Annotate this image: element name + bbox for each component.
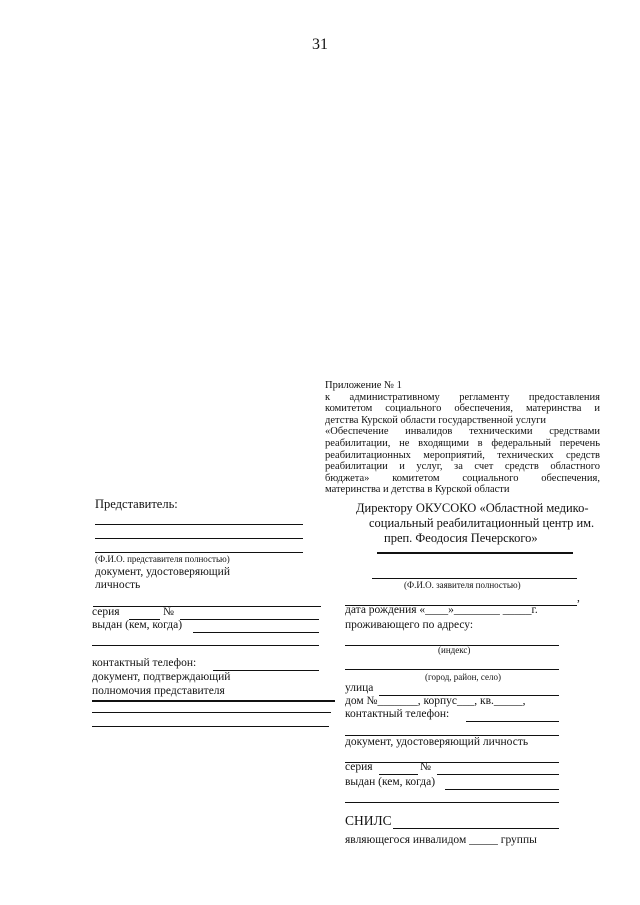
representative-fio-caption: (Ф.И.О. представителя полностью)	[95, 554, 230, 564]
appendix-title: Приложение № 1	[325, 380, 402, 391]
applicant-number-label: №	[420, 761, 431, 773]
applicant-fio-line-1[interactable]	[372, 578, 577, 579]
appendix-line: материнства и детства в Курской области	[325, 484, 510, 496]
applicant-city-caption: (город, район, село)	[425, 672, 501, 682]
applicant-street-label: улица	[345, 682, 374, 694]
applicant-fio-caption: (Ф.И.О. заявителя полностью)	[404, 580, 521, 590]
applicant-series-field[interactable]	[379, 774, 418, 775]
representative-id-doc-line[interactable]	[93, 606, 321, 607]
appendix-block	[325, 380, 600, 496]
addressee-line-1: Директору ОКУСОКО «Областной медико-	[356, 501, 589, 515]
page-number: 31	[312, 36, 328, 53]
representative-issued-line-2[interactable]	[92, 645, 319, 646]
applicant-fio-comma: ,	[577, 592, 580, 604]
applicant-issued-label: выдан (кем, когда)	[345, 776, 436, 788]
representative-authority-label-2: полномочия представителя	[92, 685, 225, 697]
representative-issued-field[interactable]	[193, 632, 319, 633]
appendix-line: бюджета» комитетом социального обеспечения,	[325, 472, 600, 484]
applicant-residing-label: проживающего по адресу:	[345, 619, 474, 631]
representative-authority-line-2[interactable]	[92, 712, 331, 713]
representative-id-doc-label: документ, удостоверяющий	[95, 566, 230, 578]
appendix-line: детства Курской области государственной услуги	[325, 414, 547, 426]
representative-id-doc-label-2: личность	[95, 579, 141, 591]
addressee-line-3: преп. Феодосия Печерского»	[384, 531, 538, 545]
representative-number-field[interactable]	[180, 619, 319, 620]
applicant-house-field[interactable]: дом №_______, корпус___, кв._____,	[345, 695, 526, 707]
applicant-number-field[interactable]	[437, 774, 559, 775]
applicant-index-caption: (индекс)	[438, 645, 471, 655]
appendix-line: реабилитационных мероприятий, технических средств	[325, 449, 600, 461]
applicant-phone-field[interactable]	[466, 721, 559, 722]
appendix-line: реабилитации, не входящими в федеральный перечень	[325, 437, 600, 449]
appendix-line: комитетом социального обеспечения, материнства и	[325, 403, 600, 415]
applicant-birth-date[interactable]: дата рождения «____»________ _____г.	[345, 604, 538, 616]
applicant-issued-field[interactable]	[445, 789, 559, 790]
applicant-city-field[interactable]	[345, 669, 559, 670]
applicant-snils-field[interactable]	[393, 828, 559, 829]
appendix-line: реабилитации и услуг, за счет средств областного	[325, 461, 600, 473]
appendix-line: к административному регламенту предоставления	[325, 391, 600, 403]
representative-fio-line-3[interactable]	[95, 552, 303, 553]
applicant-issued-line-2[interactable]	[345, 802, 559, 803]
representative-authority-label: документ, подтверждающий	[92, 671, 231, 683]
applicant-id-doc-field[interactable]	[345, 762, 559, 763]
applicant-series-label: серия	[345, 761, 373, 773]
applicant-disabled-group[interactable]: являющегося инвалидом _____ группы	[345, 834, 537, 846]
applicant-snils-label: СНИЛС	[345, 813, 392, 828]
representative-number-label: №	[163, 606, 174, 618]
representative-authority-line-1[interactable]	[92, 700, 335, 702]
representative-authority-line-3[interactable]	[92, 726, 329, 727]
applicant-id-doc-label: документ, удостоверяющий личность	[345, 736, 529, 748]
representative-fio-line-1[interactable]	[95, 524, 303, 525]
representative-heading: Представитель:	[95, 497, 178, 511]
representative-issued-label: выдан (кем, когда)	[92, 619, 183, 631]
representative-phone-label: контактный телефон:	[92, 657, 197, 669]
representative-series-label: серия	[92, 606, 120, 618]
representative-fio-line-2[interactable]	[95, 538, 303, 539]
appendix-line: «Обеспечение инвалидов техническими средствами	[325, 426, 600, 438]
applicant-phone-label: контактный телефон:	[345, 708, 450, 720]
addressee-underline	[377, 552, 573, 554]
addressee-line-2: социальный реабилитационный центр им.	[369, 516, 595, 530]
